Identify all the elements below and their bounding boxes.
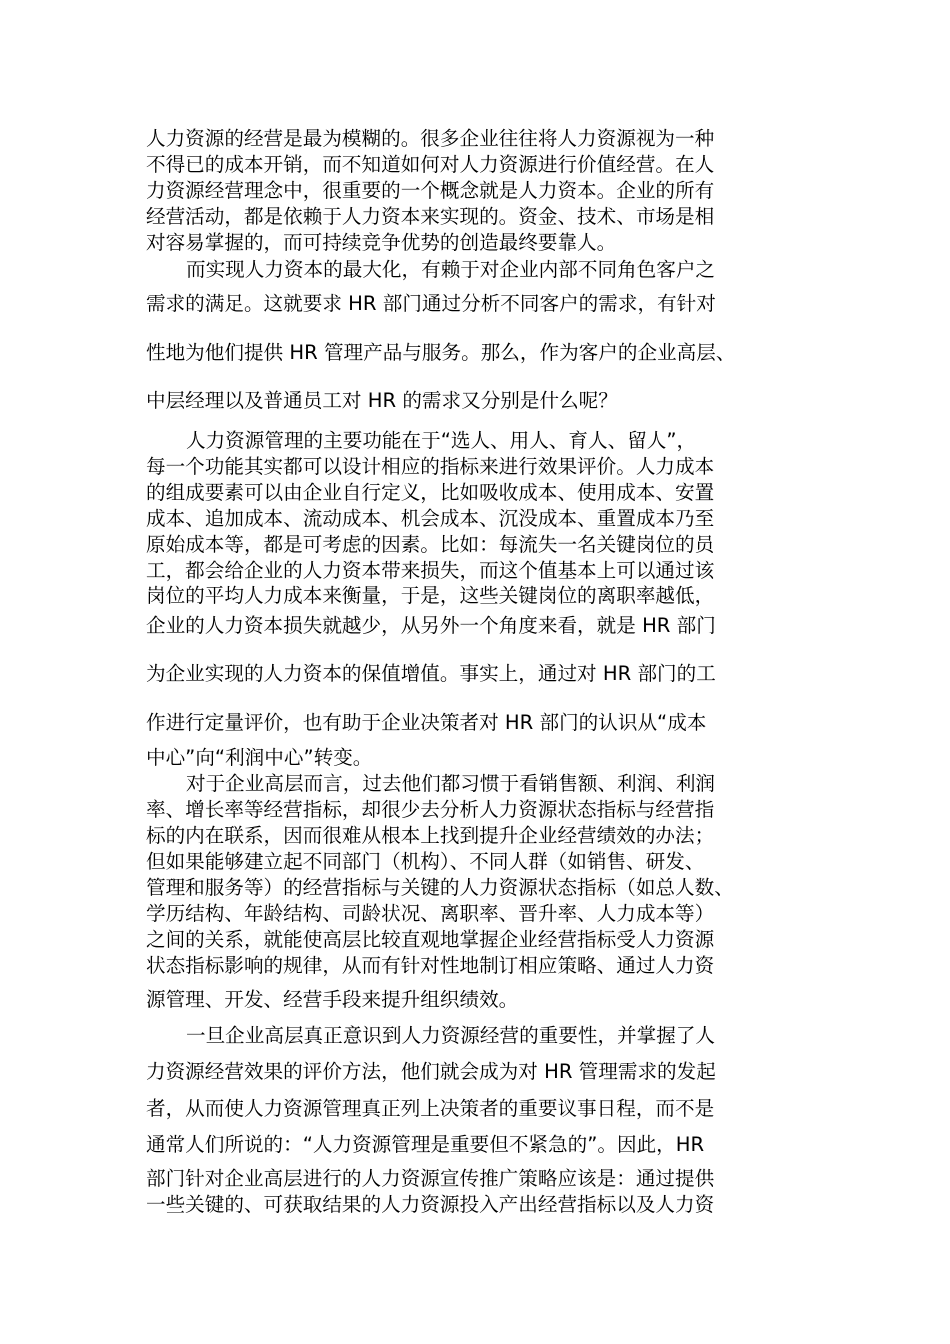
text-line: 对容易掌握的，而可持续竞争优势的创造最终要靠人。 <box>146 231 617 254</box>
text-line: 学历结构、年龄结构、司龄状况、离职率、晋升率、人力成本等） <box>146 902 715 925</box>
text-line: 岗位的平均人力成本来衡量，于是，这些关键岗位的离职率越低， <box>146 584 715 607</box>
text-line: 一些关键的、可获取结果的人力资源投入产出经营指标以及人力资 <box>146 1193 715 1216</box>
text-line: 力资源经营效果的评价方法，他们就会成为对 HR 管理需求的发起 <box>146 1060 716 1083</box>
text-line: 者，从而使人力资源管理真正列上决策者的重要议事日程，而不是 <box>146 1097 715 1120</box>
text-line: 一旦企业高层真正意识到人力资源经营的重要性，并掌握了人 <box>186 1024 716 1047</box>
text-line: 中层经理以及普通员工对 HR 的需求又分别是什么呢？ <box>146 389 618 412</box>
text-line: 但如果能够建立起不同部门（机构）、不同人群（如销售、研发、 <box>146 850 705 873</box>
text-line: 每一个功能其实都可以设计相应的指标来进行效果评价。人力成本 <box>146 455 715 478</box>
text-line: 需求的满足。这就要求 HR 部门通过分析不同客户的需求，有针对 <box>146 292 716 315</box>
text-line: 作进行定量评价，也有助于企业决策者对 HR 部门的认识从“成本 <box>146 711 707 734</box>
text-line: 性地为他们提供 HR 管理产品与服务。那么，作为客户的企业高层、 <box>146 341 736 364</box>
text-line: 中心”向“利润中心”转变。 <box>146 746 373 769</box>
text-line: 而实现人力资本的最大化，有赖于对企业内部不同角色客户之 <box>186 258 716 281</box>
text-line: 率、增长率等经营指标，却很少去分析人力资源状态指标与经营指 <box>146 798 715 821</box>
text-line: 力资源经营理念中，很重要的一个概念就是人力资本。企业的所有 <box>146 179 715 202</box>
text-line: 企业的人力资本损失就越少，从另外一个角度来看，就是 HR 部门 <box>146 614 716 637</box>
text-line: 状态指标影响的规律，从而有针对性地制订相应策略、通过人力资 <box>146 954 715 977</box>
text-line: 的组成要素可以由企业自行定义，比如吸收成本、使用成本、安置 <box>146 481 715 504</box>
text-line: 不得已的成本开销，而不知道如何对人力资源进行价值经营。在人 <box>146 153 715 176</box>
text-line: 标的内在联系，因而很难从根本上找到提升企业经营绩效的办法； <box>146 824 715 847</box>
text-line: 通常人们所说的：“人力资源管理是重要但不紧急的”。因此，HR <box>146 1133 705 1156</box>
text-line: 对于企业高层而言，过去他们都习惯于看销售额、利润、利润 <box>186 772 716 795</box>
text-line: 工，都会给企业的人力资本带来损失，而这个值基本上可以通过该 <box>146 559 715 582</box>
text-line: 人力资源管理的主要功能在于“选人、用人、育人、留人”， <box>186 429 697 452</box>
text-line: 源管理、开发、经营手段来提升组织绩效。 <box>146 988 519 1011</box>
text-line: 部门针对企业高层进行的人力资源宣传推广策略应该是：通过提供 <box>146 1167 715 1190</box>
text-line: 原始成本等，都是可考虑的因素。比如：每流失一名关键岗位的员 <box>146 533 715 556</box>
text-line: 经营活动，都是依赖于人力资本来实现的。资金、技术、市场是相 <box>146 205 715 228</box>
text-line: 人力资源的经营是最为模糊的。很多企业往往将人力资源视为一种 <box>146 127 715 150</box>
text-line: 管理和服务等）的经营指标与关键的人力资源状态指标（如总人数、 <box>146 876 734 899</box>
text-line: 为企业实现的人力资本的保值增值。事实上，通过对 HR 部门的工 <box>146 662 716 685</box>
text-line: 成本、追加成本、流动成本、机会成本、沉没成本、重置成本乃至 <box>146 507 715 530</box>
text-line: 之间的关系，就能使高层比较直观地掌握企业经营指标受人力资源 <box>146 928 715 951</box>
